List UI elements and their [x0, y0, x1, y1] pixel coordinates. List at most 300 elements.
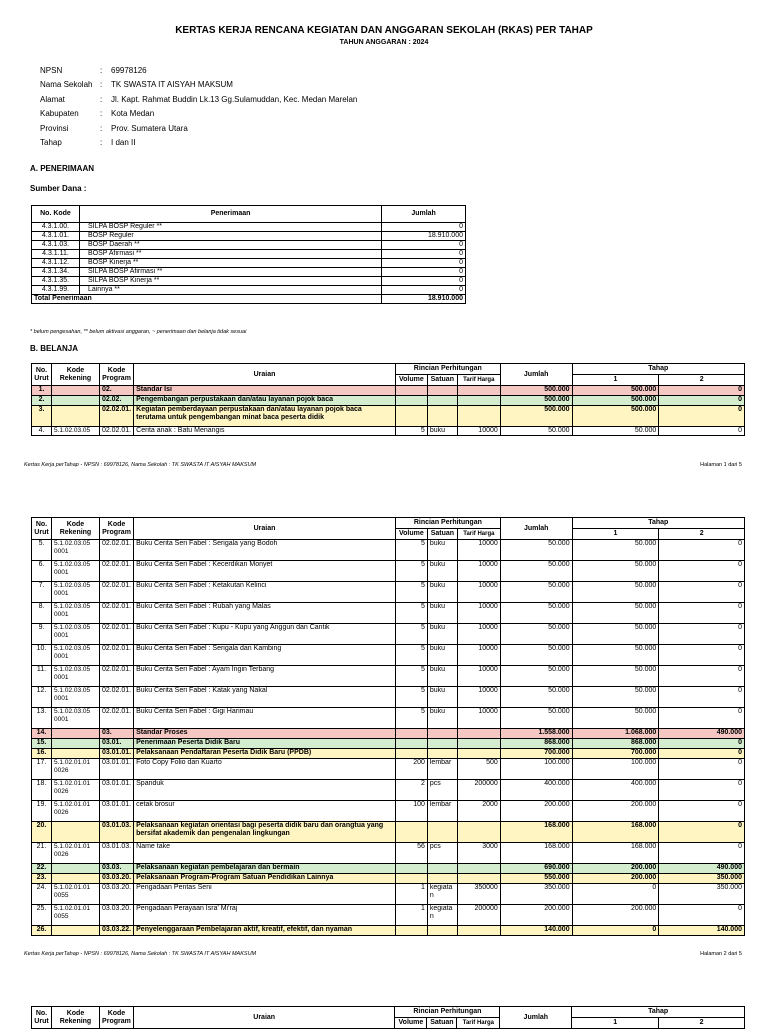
cell-kode-rekening: 5.1.02.03.05 0001 [51, 540, 99, 561]
cell-volume: 56 [395, 843, 427, 864]
cell-kode-program: 02.02.01. [99, 406, 133, 427]
cell-uraian: Pengadaan Pentas Seni [134, 884, 396, 905]
col-uraian: Uraian [133, 1007, 394, 1029]
cell-tarif: 2000 [457, 801, 500, 822]
cell-no-urut: 7. [32, 582, 52, 603]
col-tahap-1: 1 [572, 1018, 659, 1029]
penerimaan-row [32, 250, 466, 259]
cell-uraian: Buku Cerita Seri Fabel : Gigi Harimau [134, 708, 396, 729]
cell-kode-rekening: 5.1.02.01.01 0026 [51, 801, 99, 822]
cell-tahap-2: 0 [659, 801, 745, 822]
info-row [40, 121, 357, 136]
cell-satuan [427, 822, 457, 843]
cell-tahap-2: 0 [659, 386, 745, 396]
cell-tahap-1: 200.000 [572, 864, 659, 874]
cell-tahap-1: 1.068.000 [572, 729, 659, 739]
cell-kode-program: 02.02.01. [99, 645, 133, 666]
cell-jumlah: 168.000 [500, 843, 572, 864]
penerimaan-row [32, 241, 466, 250]
cell-satuan [427, 874, 457, 884]
col-kode-program: Kode Program [99, 518, 133, 540]
cell-uraian: Pelaksanaan kegiatan orientasi bagi peserta didik baru dan orangtua yang bersifat akademik dan pengenalan lingkungan [134, 822, 396, 843]
col-volume: Volume [395, 529, 427, 540]
cell-kode-program: 03.01.03. [99, 822, 133, 843]
cell-tahap-2: 0 [659, 822, 745, 843]
col-satuan: Satuan [427, 1018, 457, 1029]
cell-tahap-1: 50.000 [572, 561, 659, 582]
col-rincian: Rincian Perhitungan [395, 1007, 500, 1018]
cell-tahap-2: 0 [659, 406, 745, 427]
cell-tarif [457, 729, 500, 739]
cell-volume: 1 [395, 884, 427, 905]
penerimaan-uraian: Lainnya ** [79, 286, 381, 295]
cell-tahap-1: 200.000 [572, 801, 659, 822]
cell-satuan [427, 749, 457, 759]
cell-tahap-2: 0 [659, 540, 745, 561]
cell-kode-program: 03.01.01. [99, 780, 133, 801]
cell-jumlah: 140.000 [500, 926, 572, 936]
cell-volume: 5 [395, 427, 427, 436]
cell-volume [395, 874, 427, 884]
header-row [32, 518, 745, 529]
cell-tahap-2: 0 [659, 603, 745, 624]
cell-satuan: buku [427, 645, 457, 666]
belanja-row [32, 905, 745, 926]
cell-kode-rekening [51, 739, 99, 749]
info-colon: : [100, 94, 103, 104]
cell-kode-program: 03.01.01. [99, 759, 133, 780]
cell-kode-program: 02.02.01. [99, 624, 133, 645]
cell-uraian: Standar Proses [134, 729, 396, 739]
cell-uraian: Foto Copy Folio dan Kuarto [134, 759, 396, 780]
belanja-row [32, 780, 745, 801]
cell-no-urut: 10. [32, 645, 52, 666]
cell-no-urut: 26. [32, 926, 52, 936]
cell-no-urut: 16. [32, 749, 52, 759]
cell-volume [395, 729, 427, 739]
cell-kode-program: 03.01.01. [99, 749, 133, 759]
info-colon: : [100, 123, 103, 133]
cell-volume: 5 [395, 645, 427, 666]
col-kode-rekening: Kode Rekening [51, 364, 99, 386]
cell-tahap-2: 0 [659, 624, 745, 645]
cell-satuan: buku [427, 540, 457, 561]
belanja-row [32, 582, 745, 603]
cell-tahap-1: 400.000 [572, 780, 659, 801]
cell-kode-program: 02.02.01. [99, 540, 133, 561]
cell-volume [395, 864, 427, 874]
cell-tahap-1: 50.000 [572, 582, 659, 603]
cell-tarif [457, 926, 500, 936]
penerimaan-row [32, 268, 466, 277]
cell-jumlah: 500.000 [500, 386, 572, 396]
cell-kode-rekening: 5.1.02.03.05 0001 [51, 708, 99, 729]
cell-uraian: Name take [134, 843, 396, 864]
footer-left-page-2: Kertas Kerja perTahap - NPSN : 69978126, Nama Sekolah : TK SWASTA IT AISYAH MAKSUM [24, 951, 257, 957]
penerimaan-row [32, 223, 466, 232]
penerimaan-jumlah: 0 [382, 277, 466, 286]
cell-volume: 5 [395, 666, 427, 687]
cell-kode-program: 03.01.01. [99, 801, 133, 822]
cell-volume: 2 [395, 780, 427, 801]
cell-kode-rekening: 5.1.02.03.05 0001 [51, 582, 99, 603]
cell-jumlah: 200.000 [500, 801, 572, 822]
cell-satuan: buku [427, 687, 457, 708]
cell-kode-program: 03.03.22. [99, 926, 133, 936]
cell-tahap-2: 0 [659, 708, 745, 729]
cell-satuan: kegiata n [427, 884, 457, 905]
cell-tahap-2: 0 [659, 666, 745, 687]
col-satuan: Satuan [427, 375, 457, 386]
cell-kode-rekening: 5.1.02.03.05 [51, 427, 99, 436]
cell-satuan [427, 864, 457, 874]
cell-tahap-1: 500.000 [572, 406, 659, 427]
col-tahap-2: 2 [659, 529, 745, 540]
cell-kode-program: 03.03.20. [99, 905, 133, 926]
cell-uraian: Buku Cerita Seri Fabel : Serigala yang Bodoh [134, 540, 396, 561]
cell-uraian: Buku Cerita Seri Fabel : Rubah yang Malas [134, 603, 396, 624]
col-jumlah: Jumlah [500, 518, 572, 540]
cell-kode-rekening [51, 386, 99, 396]
cell-satuan: buku [427, 561, 457, 582]
cell-volume [395, 386, 427, 396]
cell-kode-program: 02.02.01. [99, 687, 133, 708]
cell-no-urut: 15. [32, 739, 52, 749]
cell-kode-program: 03.01. [99, 739, 133, 749]
cell-jumlah: 50.000 [500, 645, 572, 666]
cell-tarif: 200000 [457, 780, 500, 801]
cell-jumlah: 50.000 [500, 603, 572, 624]
penerimaan-kode: 4.3.1.03. [32, 241, 80, 250]
cell-tahap-2: 0 [659, 645, 745, 666]
cell-kode-rekening [51, 406, 99, 427]
penerimaan-kode: 4.3.1.11. [32, 250, 80, 259]
belanja-row [32, 396, 745, 406]
belanja-row [32, 708, 745, 729]
cell-tahap-1: 50.000 [572, 624, 659, 645]
cell-tahap-1: 200.000 [572, 874, 659, 884]
cell-jumlah: 50.000 [500, 582, 572, 603]
cell-kode-rekening: 5.1.02.01.01 0055 [51, 905, 99, 926]
penerimaan-uraian: BOSP Kinerja ** [79, 259, 381, 268]
cell-tarif [457, 822, 500, 843]
cell-kode-rekening: 5.1.02.01.01 0026 [51, 780, 99, 801]
belanja-row [32, 874, 745, 884]
cell-volume [395, 749, 427, 759]
cell-kode-program: 03.01.03. [99, 843, 133, 864]
cell-tahap-1: 500.000 [572, 396, 659, 406]
cell-no-urut: 3. [32, 406, 52, 427]
cell-no-urut: 12. [32, 687, 52, 708]
cell-tarif [457, 739, 500, 749]
belanja-row [32, 406, 745, 427]
cell-kode-rekening: 5.1.02.01.01 0026 [51, 759, 99, 780]
cell-tahap-2: 0 [659, 843, 745, 864]
penerimaan-jumlah: 0 [382, 241, 466, 250]
belanja-table-page-3 [31, 1006, 745, 1029]
cell-no-urut: 23. [32, 874, 52, 884]
cell-uraian: Buku Cerita Seri Fabel : Kecerdikan Monyet [134, 561, 396, 582]
cell-volume [395, 926, 427, 936]
belanja-row [32, 603, 745, 624]
info-row [40, 107, 357, 122]
info-colon: : [100, 109, 103, 119]
cell-kode-program: 03. [99, 729, 133, 739]
cell-jumlah: 500.000 [500, 406, 572, 427]
info-colon: : [100, 65, 103, 75]
col-kode-rekening: Kode Rekening [51, 1007, 99, 1029]
belanja-table-page-2 [31, 517, 745, 936]
penerimaan-uraian: BOSP Afirmasi ** [79, 250, 381, 259]
document-title: KERTAS KERJA RENCANA KEGIATAN DAN ANGGARAN SEKOLAH (RKAS) PER TAHAP [175, 25, 593, 36]
cell-kode-rekening: 5.1.02.03.05 0001 [51, 561, 99, 582]
col-tahap-2: 2 [659, 375, 745, 386]
cell-uraian: cetak brosur [134, 801, 396, 822]
cell-jumlah: 500.000 [500, 396, 572, 406]
cell-jumlah: 700.000 [500, 749, 572, 759]
belanja-row [32, 687, 745, 708]
cell-satuan: pcs [427, 843, 457, 864]
cell-kode-rekening: 5.1.02.03.05 0001 [51, 645, 99, 666]
cell-jumlah: 50.000 [500, 561, 572, 582]
belanja-row [32, 666, 745, 687]
belanja-row [32, 884, 745, 905]
document-subtitle: TAHUN ANGGARAN : 2024 [339, 39, 429, 46]
info-label: Alamat [40, 94, 65, 104]
belanja-row [32, 624, 745, 645]
info-row [40, 136, 357, 151]
col-jumlah: Jumlah [500, 364, 572, 386]
info-row [40, 92, 357, 107]
cell-volume: 5 [395, 687, 427, 708]
header-row [32, 1007, 745, 1018]
info-value: 69978126 [111, 65, 147, 75]
cell-kode-rekening: 5.1.02.01.01 0026 [51, 843, 99, 864]
cell-tahap-2: 0 [659, 687, 745, 708]
cell-kode-rekening [51, 729, 99, 739]
info-row [40, 63, 357, 78]
penerimaan-jumlah: 18.910.000 [382, 232, 466, 241]
cell-uraian: Pelaksanaan Pendaftaran Peserta Didik Baru (PPDB) [134, 749, 396, 759]
cell-jumlah: 868.000 [500, 739, 572, 749]
belanja-row [32, 749, 745, 759]
cell-jumlah: 50.000 [500, 540, 572, 561]
info-label: Provinsi [40, 123, 69, 133]
cell-tahap-1: 500.000 [572, 386, 659, 396]
cell-tahap-1: 50.000 [572, 666, 659, 687]
cell-tahap-2: 0 [659, 749, 745, 759]
cell-tarif: 10000 [457, 561, 500, 582]
cell-tarif: 10000 [457, 582, 500, 603]
cell-tarif: 3000 [457, 843, 500, 864]
cell-tahap-2: 0 [659, 396, 745, 406]
cell-tarif: 10000 [457, 666, 500, 687]
penerimaan-table [31, 205, 466, 304]
col-tahap: Tahap [572, 518, 744, 529]
cell-tahap-1: 868.000 [572, 739, 659, 749]
cell-uraian: Buku Cerita Seri Fabel : Ayam Ingin Terbang [134, 666, 396, 687]
penerimaan-jumlah: 0 [382, 268, 466, 277]
cell-uraian: Pengembangan perpustakaan dan/atau layanan pojok baca [134, 396, 396, 406]
cell-tarif [457, 864, 500, 874]
cell-uraian: Penyelenggaraan Pembelajaran aktif, kreatif, efektif, dan nyaman [134, 926, 396, 936]
cell-jumlah: 168.000 [500, 822, 572, 843]
cell-no-urut: 13. [32, 708, 52, 729]
cell-kode-program: 03.03. [99, 864, 133, 874]
cell-jumlah: 400.000 [500, 780, 572, 801]
cell-jumlah: 690.000 [500, 864, 572, 874]
penerimaan-row [32, 277, 466, 286]
belanja-row [32, 645, 745, 666]
footer-page-number-2: Halaman 2 dari 5 [700, 951, 742, 957]
cell-volume: 5 [395, 603, 427, 624]
cell-satuan [427, 386, 457, 396]
cell-jumlah: 200.000 [500, 905, 572, 926]
cell-satuan: buku [427, 666, 457, 687]
cell-no-urut: 11. [32, 666, 52, 687]
cell-tahap-1: 200.000 [572, 905, 659, 926]
cell-uraian: Buku Cerita Seri Fabel : Ketakutan Kelinci [134, 582, 396, 603]
cell-no-urut: 6. [32, 561, 52, 582]
cell-tahap-2: 350.000 [659, 884, 745, 905]
cell-kode-rekening [51, 874, 99, 884]
cell-tarif [457, 406, 500, 427]
cell-tarif: 10000 [457, 624, 500, 645]
cell-tarif: 200000 [457, 905, 500, 926]
cell-kode-rekening: 5.1.02.03.05 0001 [51, 666, 99, 687]
col-no-urut: No. Urut [32, 518, 52, 540]
cell-kode-rekening: 5.1.02.03.05 0001 [51, 624, 99, 645]
cell-kode-program: 02.02.01. [99, 708, 133, 729]
cell-tahap-2: 140.000 [659, 926, 745, 936]
col-tahap-1: 1 [572, 529, 659, 540]
cell-tarif [457, 386, 500, 396]
cell-tahap-2: 0 [659, 780, 745, 801]
cell-tarif [457, 874, 500, 884]
cell-tarif: 350000 [457, 884, 500, 905]
cell-kode-rekening [51, 864, 99, 874]
info-label: Tahap [40, 138, 62, 148]
cell-kode-program: 02.02.01. [99, 603, 133, 624]
cell-uraian: Cerita anak : Batu Menangis [134, 427, 396, 436]
cell-no-urut: 25. [32, 905, 52, 926]
sumber-dana-label: Sumber Dana : [30, 184, 87, 193]
cell-tahap-1: 50.000 [572, 427, 659, 436]
info-colon: : [100, 80, 103, 90]
col-uraian: Uraian [134, 518, 396, 540]
cell-kode-program: 02.02.01. [99, 427, 133, 436]
col-tahap-1: 1 [572, 375, 659, 386]
cell-kode-program: 03.03.20. [99, 884, 133, 905]
cell-tahap-1: 50.000 [572, 708, 659, 729]
cell-kode-program: 02.02. [99, 396, 133, 406]
cell-kode-program: 02.02.01. [99, 582, 133, 603]
penerimaan-total-row [32, 295, 466, 304]
cell-satuan [427, 926, 457, 936]
cell-uraian: Pelaksanaan kegiatan pembelajaran dan bermain [134, 864, 396, 874]
col-uraian: Uraian [134, 364, 396, 386]
penerimaan-uraian: SILPA BOSP Afirmasi ** [79, 268, 381, 277]
cell-no-urut: 8. [32, 603, 52, 624]
col-penerimaan: Penerimaan [79, 206, 381, 223]
cell-no-urut: 18. [32, 780, 52, 801]
cell-uraian: Pelaksanaan Program-Program Satuan Pendidikan Lainnya [134, 874, 396, 884]
cell-kode-rekening: 5.1.02.03.05 0001 [51, 687, 99, 708]
cell-tarif [457, 396, 500, 406]
penerimaan-kode: 4.3.1.35. [32, 277, 80, 286]
penerimaan-jumlah: 0 [382, 250, 466, 259]
cell-jumlah: 550.000 [500, 874, 572, 884]
info-value: Jl. Kapt. Rahmat Buddin Lk.13 Gg.Sulamuddan, Kec. Medan Marelan [111, 94, 358, 104]
cell-tahap-1: 50.000 [572, 687, 659, 708]
cell-tahap-2: 0 [659, 905, 745, 926]
cell-no-urut: 22. [32, 864, 52, 874]
info-label: Kabupaten [40, 109, 79, 119]
col-tahap: Tahap [572, 1007, 745, 1018]
cell-tarif: 10000 [457, 540, 500, 561]
cell-uraian: Kegiatan pemberdayaan perpustakaan dan/atau layanan pojok baca terutama untuk pengembangan minat baca peserta didik [134, 406, 396, 427]
cell-kode-rekening: 5.1.02.01.01 0055 [51, 884, 99, 905]
belanja-table-page-1 [31, 363, 745, 436]
col-kode-rekening: Kode Rekening [51, 518, 99, 540]
belanja-row [32, 386, 745, 396]
cell-kode-rekening [51, 822, 99, 843]
cell-satuan [427, 739, 457, 749]
penerimaan-row [32, 286, 466, 295]
cell-tarif: 10000 [457, 645, 500, 666]
penerimaan-total-label: Total Penerimaan [32, 295, 382, 304]
belanja-row [32, 540, 745, 561]
cell-volume: 200 [395, 759, 427, 780]
cell-tahap-1: 0 [572, 926, 659, 936]
penerimaan-total-value: 18.910.000 [382, 295, 466, 304]
cell-no-urut: 21. [32, 843, 52, 864]
cell-jumlah: 50.000 [500, 427, 572, 436]
penerimaan-jumlah: 0 [382, 259, 466, 268]
cell-volume: 5 [395, 540, 427, 561]
penerimaan-row [32, 259, 466, 268]
cell-satuan [427, 729, 457, 739]
col-tahap-2: 2 [659, 1018, 745, 1029]
footer-page-number-1: Halaman 1 dari 5 [700, 462, 742, 468]
cell-satuan [427, 396, 457, 406]
info-value: Prov. Sumatera Utara [111, 123, 188, 133]
col-no-urut: No. Urut [32, 364, 52, 386]
cell-tahap-1: 50.000 [572, 645, 659, 666]
cell-tahap-2: 490.000 [659, 729, 745, 739]
cell-kode-rekening [51, 926, 99, 936]
cell-tahap-1: 100.000 [572, 759, 659, 780]
belanja-row [32, 427, 745, 436]
col-rincian: Rincian Perhitungan [395, 518, 500, 529]
col-kode-program: Kode Program [99, 1007, 133, 1029]
cell-volume [395, 822, 427, 843]
cell-kode-rekening: 5.1.02.03.05 0001 [51, 603, 99, 624]
cell-jumlah: 50.000 [500, 687, 572, 708]
penerimaan-kode: 4.3.1.99. [32, 286, 80, 295]
cell-kode-rekening [51, 396, 99, 406]
cell-no-urut: 9. [32, 624, 52, 645]
penerimaan-jumlah: 0 [382, 223, 466, 232]
cell-satuan: buku [427, 624, 457, 645]
belanja-row [32, 822, 745, 843]
cell-volume [395, 406, 427, 427]
cell-no-urut: 1. [32, 386, 52, 396]
cell-volume [395, 739, 427, 749]
cell-no-urut: 20. [32, 822, 52, 843]
cell-uraian: Buku Cerita Seri Fabel : Katak yang Nakal [134, 687, 396, 708]
cell-jumlah: 50.000 [500, 708, 572, 729]
